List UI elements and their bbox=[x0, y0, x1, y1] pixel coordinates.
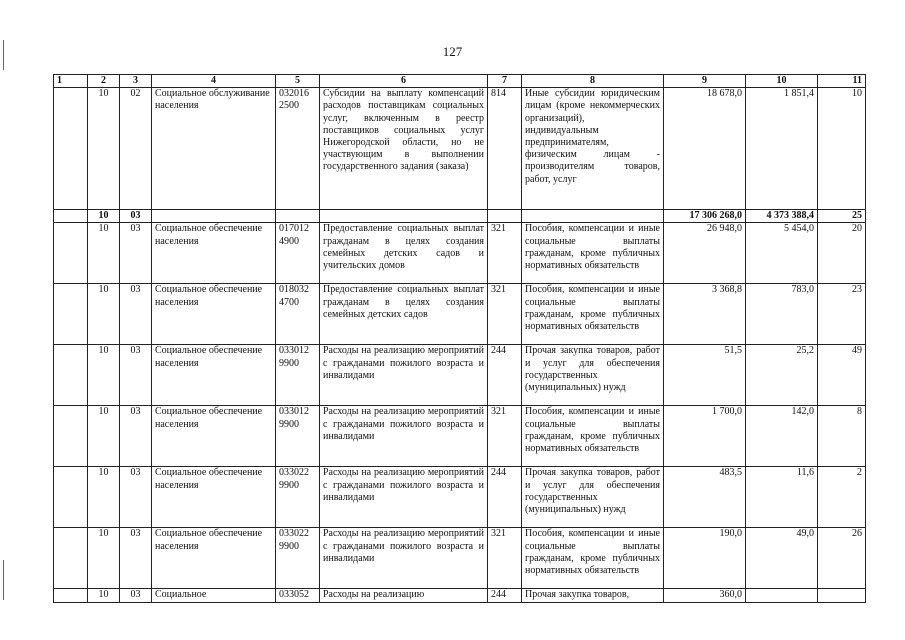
cell-col-3: 03 bbox=[120, 223, 152, 284]
cell-col-7: 321 bbox=[488, 284, 522, 345]
cell-col-2: 10 bbox=[88, 467, 120, 528]
cell-col-10: 11,6 bbox=[746, 467, 818, 528]
cell-col-2: 10 bbox=[88, 88, 120, 210]
cell-col-1 bbox=[54, 223, 88, 284]
header-cell: 3 bbox=[120, 75, 152, 88]
cell-col-10: 142,0 bbox=[746, 406, 818, 467]
cell-col-2: 10 bbox=[88, 210, 120, 223]
cell-col-9: 190,0 bbox=[664, 528, 746, 589]
header-cell: 6 bbox=[320, 75, 488, 88]
cell-col-4: Социальное обеспечение населения bbox=[152, 345, 276, 406]
cell-col-9: 17 306 268,0 bbox=[664, 210, 746, 223]
table-row bbox=[54, 528, 866, 589]
cell-col-7: 244 bbox=[488, 467, 522, 528]
cell-col-5: 033022 9900 bbox=[276, 467, 320, 528]
cell-col-2: 10 bbox=[88, 589, 120, 603]
cell-col-4: Социальное обеспечение населения bbox=[152, 406, 276, 467]
cell-col-7: 814 bbox=[488, 88, 522, 210]
cell-col-5: 033022 9900 bbox=[276, 528, 320, 589]
cell-col-3: 03 bbox=[120, 345, 152, 406]
cell-col-6: Расходы на реализацию мероприятий с гражданами пожилого возраста и инвалидами bbox=[320, 528, 488, 589]
cell-col-5: 018032 4700 bbox=[276, 284, 320, 345]
cell-col-11: 10 bbox=[818, 88, 866, 210]
table-row bbox=[54, 284, 866, 345]
cell-col-11: 20 bbox=[818, 223, 866, 284]
cell-col-2: 10 bbox=[88, 406, 120, 467]
cell-col-1 bbox=[54, 345, 88, 406]
cell-col-6: Расходы на реализацию мероприятий с гражданами пожилого возраста и инвалидами bbox=[320, 345, 488, 406]
cell-col-7: 321 bbox=[488, 223, 522, 284]
cell-col-7: 244 bbox=[488, 589, 522, 603]
cell-col-1 bbox=[54, 284, 88, 345]
cell-col-1 bbox=[54, 88, 88, 210]
cell-col-1 bbox=[54, 467, 88, 528]
cell-col-4: Социальное обеспечение населения bbox=[152, 223, 276, 284]
cell-col-4 bbox=[152, 210, 276, 223]
cell-col-4: Социальное обслуживание населения bbox=[152, 88, 276, 210]
cell-col-10: 783,0 bbox=[746, 284, 818, 345]
cell-col-2: 10 bbox=[88, 528, 120, 589]
cell-col-3: 03 bbox=[120, 467, 152, 528]
cell-col-8: Прочая закупка товаров, работ и услуг для обеспечения государственных (муниципальных) нужд bbox=[522, 467, 664, 528]
cell-col-11: 2 bbox=[818, 467, 866, 528]
cell-col-10: 49,0 bbox=[746, 528, 818, 589]
cell-col-9: 26 948,0 bbox=[664, 223, 746, 284]
page-number: 127 bbox=[442, 44, 463, 59]
header-row bbox=[54, 75, 866, 88]
budget-table bbox=[53, 74, 866, 603]
cell-col-4: Социальное bbox=[152, 589, 276, 603]
cell-col-1 bbox=[54, 589, 88, 603]
cell-col-11: 49 bbox=[818, 345, 866, 406]
table-body bbox=[54, 88, 866, 603]
cell-col-6 bbox=[320, 210, 488, 223]
cell-col-3: 02 bbox=[120, 88, 152, 210]
cell-col-5: 033012 9900 bbox=[276, 345, 320, 406]
cell-col-5 bbox=[276, 210, 320, 223]
cell-col-11: 25 bbox=[818, 210, 866, 223]
cell-col-6: Расходы на реализацию мероприятий с гражданами пожилого возраста и инвалидами bbox=[320, 467, 488, 528]
cell-col-2: 10 bbox=[88, 223, 120, 284]
cell-col-3: 03 bbox=[120, 210, 152, 223]
cell-col-10: 4 373 388,4 bbox=[746, 210, 818, 223]
cell-col-8: Пособия, компенсации и иные социальные выплаты гражданам, кроме публичных нормативных обязательств bbox=[522, 528, 664, 589]
cell-col-9: 483,5 bbox=[664, 467, 746, 528]
cell-col-10: 5 454,0 bbox=[746, 223, 818, 284]
cell-col-11: 8 bbox=[818, 406, 866, 467]
cell-col-6: Расходы на реализацию мероприятий с гражданами пожилого возраста и инвалидами bbox=[320, 406, 488, 467]
table-row bbox=[54, 406, 866, 467]
cell-col-3: 03 bbox=[120, 528, 152, 589]
header-cell: 7 bbox=[488, 75, 522, 88]
header-cell: 11 bbox=[818, 75, 866, 88]
cell-col-5: 017012 4900 bbox=[276, 223, 320, 284]
table-row bbox=[54, 467, 866, 528]
cell-col-5: 033012 9900 bbox=[276, 406, 320, 467]
cell-col-8: Пособия, компенсации и иные социальные выплаты гражданам, кроме публичных нормативных обязательств bbox=[522, 406, 664, 467]
cell-col-1 bbox=[54, 406, 88, 467]
header-cell: 2 bbox=[88, 75, 120, 88]
header-cell: 1 bbox=[54, 75, 88, 88]
cell-col-4: Социальное обеспечение населения bbox=[152, 467, 276, 528]
cell-col-8: Прочая закупка товаров, работ и услуг для обеспечения государственных (муниципальных) нужд bbox=[522, 345, 664, 406]
cell-col-7: 321 bbox=[488, 406, 522, 467]
header-cell: 10 bbox=[746, 75, 818, 88]
header-cell: 4 bbox=[152, 75, 276, 88]
cell-col-9: 18 678,0 bbox=[664, 88, 746, 210]
cell-col-4: Социальное обеспечение населения bbox=[152, 528, 276, 589]
cell-col-6: Субсидии на выплату компенсаций расходов поставщикам социальных услуг, включенным в реестр поставщиков социальных услуг Нижегородской области, но не участвующим в выполнении государственного задания (заказа) bbox=[320, 88, 488, 210]
cell-col-5: 033052 bbox=[276, 589, 320, 603]
header-cell: 9 bbox=[664, 75, 746, 88]
cell-col-8: Иные субсидии юридическим лицам (кроме некоммерческих организаций), индивидуальным предпринимателям, физическим лицам - производителям товаров, работ, услуг bbox=[522, 88, 664, 210]
cell-col-5: 032016 2500 bbox=[276, 88, 320, 210]
total-row bbox=[54, 210, 866, 223]
cell-col-6: Предоставление социальных выплат гражданам в целях создания семейных детских садов и учительских домов bbox=[320, 223, 488, 284]
cell-col-9: 3 368,8 bbox=[664, 284, 746, 345]
cell-col-2: 10 bbox=[88, 284, 120, 345]
cell-col-8: Прочая закупка товаров, bbox=[522, 589, 664, 603]
cell-col-3: 03 bbox=[120, 589, 152, 603]
scan-edge-mark bbox=[3, 560, 4, 600]
cell-col-9: 360,0 bbox=[664, 589, 746, 603]
table-row bbox=[54, 345, 866, 406]
table-row bbox=[54, 223, 866, 284]
cell-col-6: Расходы на реализацию bbox=[320, 589, 488, 603]
header-cell: 8 bbox=[522, 75, 664, 88]
cell-col-1 bbox=[54, 528, 88, 589]
cell-col-6: Предоставление социальных выплат гражданам в целях создания семейных детских садов bbox=[320, 284, 488, 345]
cell-col-9: 1 700,0 bbox=[664, 406, 746, 467]
header-cell: 5 bbox=[276, 75, 320, 88]
cell-col-11 bbox=[818, 589, 866, 603]
cell-col-10: 25,2 bbox=[746, 345, 818, 406]
table-row bbox=[54, 589, 866, 603]
cell-col-11: 26 bbox=[818, 528, 866, 589]
cell-col-7 bbox=[488, 210, 522, 223]
cell-col-8: Пособия, компенсации и иные социальные выплаты гражданам, кроме публичных нормативных обязательств bbox=[522, 223, 664, 284]
cell-col-10: 1 851,4 bbox=[746, 88, 818, 210]
cell-col-7: 321 bbox=[488, 528, 522, 589]
cell-col-8 bbox=[522, 210, 664, 223]
cell-col-8: Пособия, компенсации и иные социальные выплаты гражданам, кроме публичных нормативных обязательств bbox=[522, 284, 664, 345]
table-row bbox=[54, 88, 866, 210]
cell-col-2: 10 bbox=[88, 345, 120, 406]
cell-col-10 bbox=[746, 589, 818, 603]
cell-col-7: 244 bbox=[488, 345, 522, 406]
cell-col-1 bbox=[54, 210, 88, 223]
cell-col-3: 03 bbox=[120, 406, 152, 467]
cell-col-4: Социальное обеспечение населения bbox=[152, 284, 276, 345]
cell-col-3: 03 bbox=[120, 284, 152, 345]
cell-col-11: 23 bbox=[818, 284, 866, 345]
cell-col-9: 51,5 bbox=[664, 345, 746, 406]
